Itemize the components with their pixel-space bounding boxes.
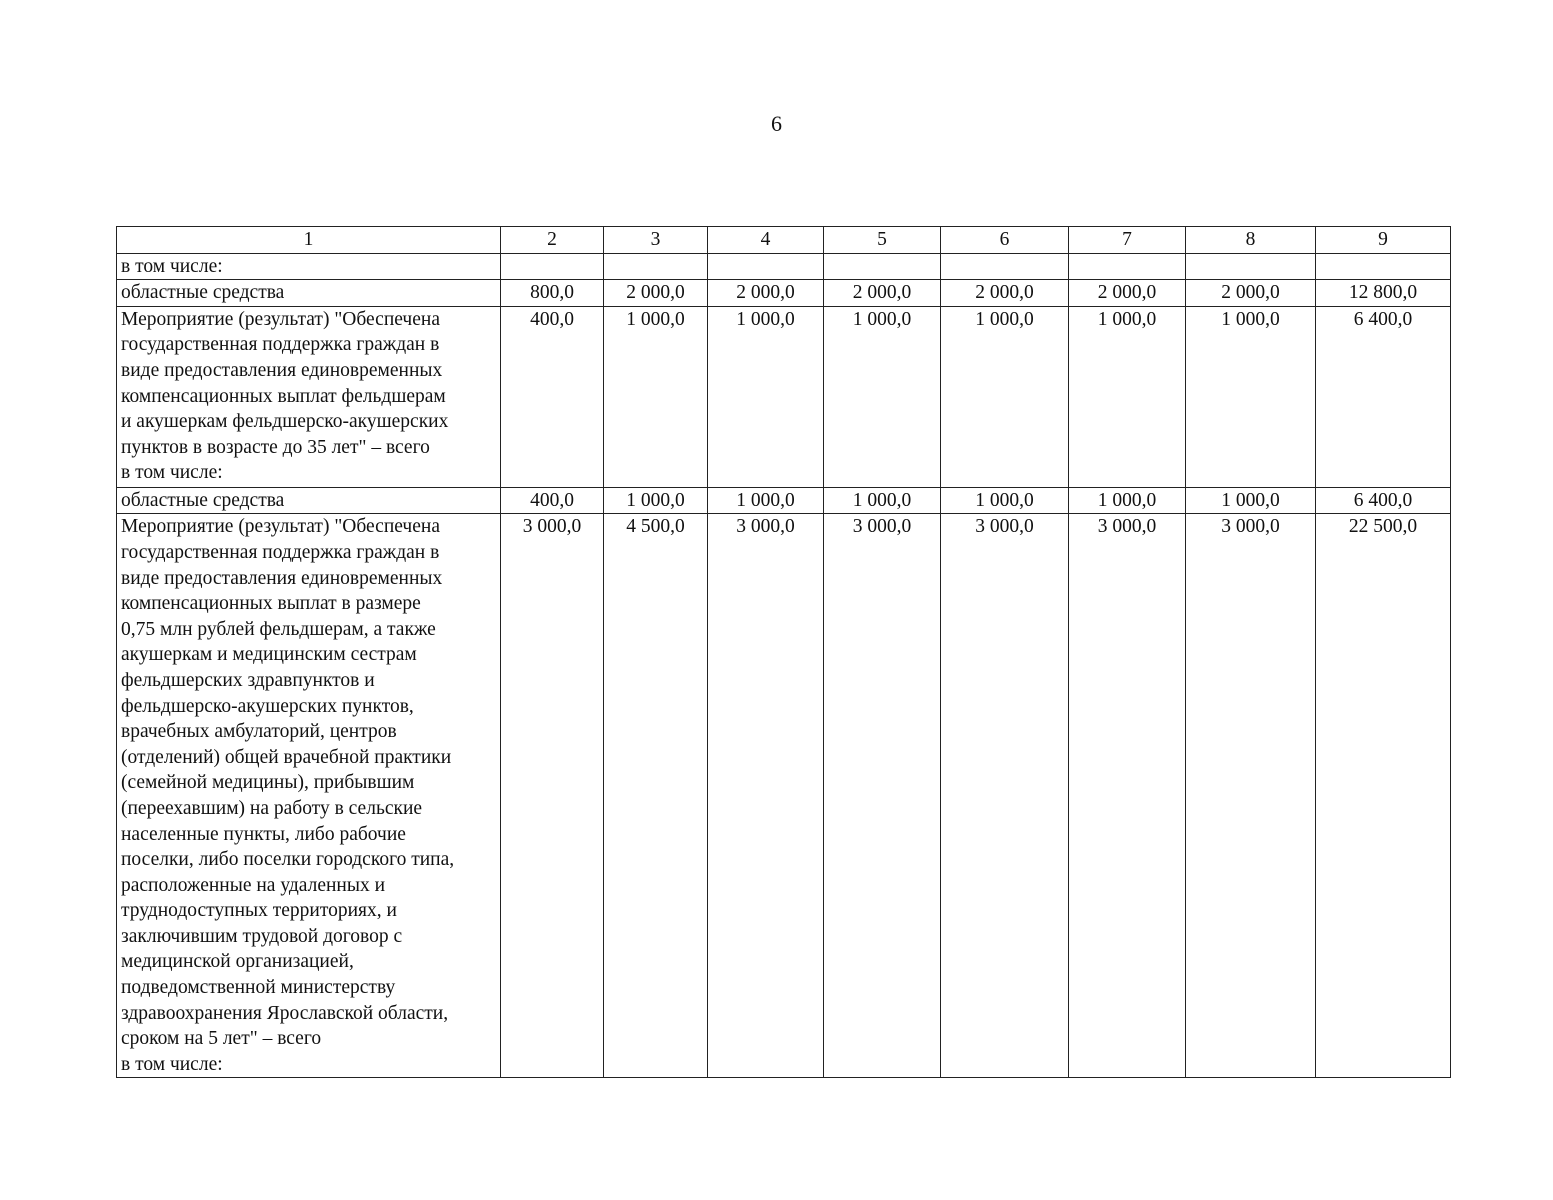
- column-header: 9: [1316, 227, 1451, 254]
- table-row: [117, 514, 1451, 1078]
- table-cell: 1 000,0: [1069, 306, 1186, 487]
- table-row: [117, 280, 1451, 307]
- table-cell: 1 000,0: [708, 306, 824, 487]
- table-cell: 3 000,0: [941, 514, 1069, 1078]
- table-cell: 6 400,0: [1316, 306, 1451, 487]
- table-cell: 1 000,0: [604, 306, 708, 487]
- table-cell: 2 000,0: [708, 280, 824, 307]
- column-header: 7: [1069, 227, 1186, 254]
- table-cell: 1 000,0: [941, 306, 1069, 487]
- column-header: 4: [708, 227, 824, 254]
- table-cell: 3 000,0: [824, 514, 941, 1078]
- table-cell: [708, 253, 824, 280]
- table-row: [117, 487, 1451, 514]
- table-cell: 2 000,0: [824, 280, 941, 307]
- table-cell: 800,0: [501, 280, 604, 307]
- table-row: [117, 306, 1451, 487]
- column-header: 2: [501, 227, 604, 254]
- table-cell: 3 000,0: [1186, 514, 1316, 1078]
- table-cell: 3 000,0: [1069, 514, 1186, 1078]
- column-header: 3: [604, 227, 708, 254]
- table-cell: [1069, 253, 1186, 280]
- table-cell: 2 000,0: [941, 280, 1069, 307]
- table-cell: 2 000,0: [1069, 280, 1186, 307]
- table-row: [117, 253, 1451, 280]
- table-cell: 3 000,0: [708, 514, 824, 1078]
- row-label: Мероприятие (результат) "Обеспечена государственная поддержка граждан в виде предоставления единовременных компенсационных выплат фельдшерам и акушеркам фельдшерско-акушерских пунктов в возрасте до 35 лет" – всего в том числе:: [117, 306, 501, 487]
- table-cell: [501, 253, 604, 280]
- row-label: областные средства: [117, 280, 501, 307]
- table-cell: 4 500,0: [604, 514, 708, 1078]
- column-header: 1: [117, 227, 501, 254]
- table-cell: [941, 253, 1069, 280]
- table-cell: [604, 253, 708, 280]
- table-cell: 22 500,0: [1316, 514, 1451, 1078]
- table-cell: 1 000,0: [824, 306, 941, 487]
- table-cell: 2 000,0: [604, 280, 708, 307]
- budget-table: [116, 226, 1451, 1078]
- column-header: 8: [1186, 227, 1316, 254]
- table-cell: 3 000,0: [501, 514, 604, 1078]
- table-cell: 400,0: [501, 487, 604, 514]
- column-header: 5: [824, 227, 941, 254]
- table-cell: 1 000,0: [604, 487, 708, 514]
- table-cell: 2 000,0: [1186, 280, 1316, 307]
- table-cell: 1 000,0: [1186, 487, 1316, 514]
- page-number: 6: [771, 111, 782, 136]
- table-cell: 1 000,0: [1069, 487, 1186, 514]
- table-cell: 12 800,0: [1316, 280, 1451, 307]
- table-cell: 1 000,0: [708, 487, 824, 514]
- table-cell: [824, 253, 941, 280]
- table-cell: 400,0: [501, 306, 604, 487]
- table-cell: 1 000,0: [1186, 306, 1316, 487]
- table-header-row: [117, 227, 1451, 254]
- row-label: в том числе:: [117, 253, 501, 280]
- table-cell: 1 000,0: [941, 487, 1069, 514]
- table-cell: [1186, 253, 1316, 280]
- column-header: 6: [941, 227, 1069, 254]
- table-cell: [1316, 253, 1451, 280]
- table-cell: 6 400,0: [1316, 487, 1451, 514]
- row-label: Мероприятие (результат) "Обеспечена государственная поддержка граждан в виде предоставления единовременных компенсационных выплат в размере 0,75 млн рублей фельдшерам, а также акушеркам и медицинским сестрам фельдшерских здравпунктов и фельдшерско-акушерских пунктов, врачебных амбулаторий, центров (отделений) общей врачебной практики (семейной медицины), прибывшим (переехавшим) на работу в сельские населенные пункты, либо рабочие поселки, либо поселки городского типа, расположенные на удаленных и труднодоступных территориях, и заключившим трудовой договор с медицинской организацией, подведомственной министерству здравоохранения Ярославской области, сроком на 5 лет" – всего в том числе:: [117, 514, 501, 1078]
- table-cell: 1 000,0: [824, 487, 941, 514]
- row-label: областные средства: [117, 487, 501, 514]
